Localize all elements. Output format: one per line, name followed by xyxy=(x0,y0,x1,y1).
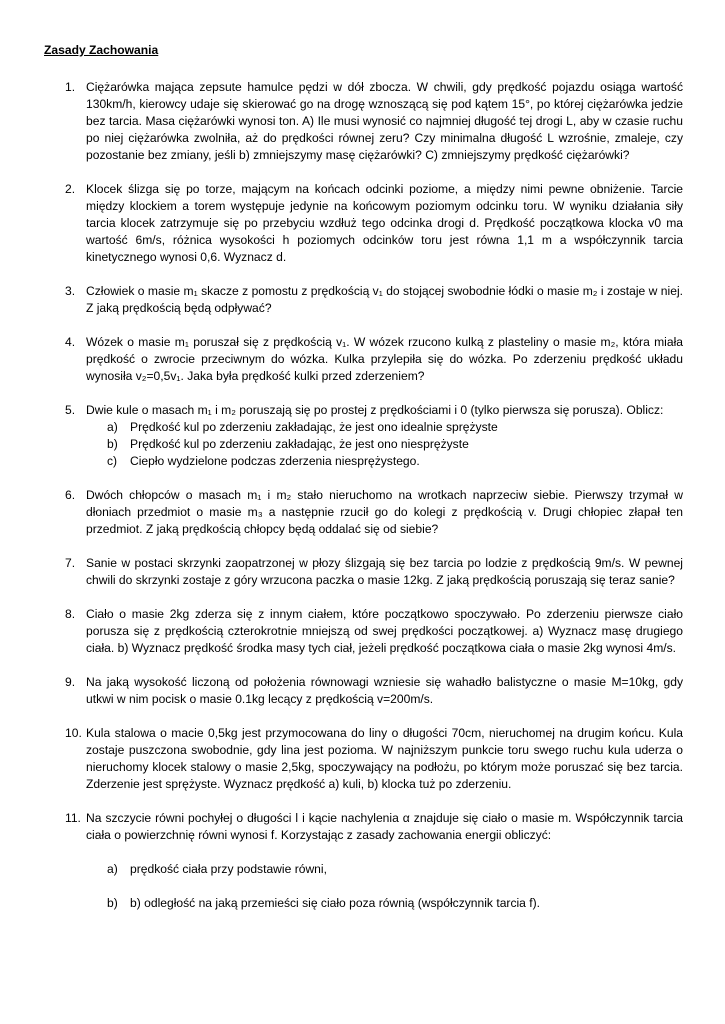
problem-text: Na jaką wysokość liczoną od położenia równowagi wzniesie się wahadło balistyczne o masie M=10kg, gdy utkwi w nim pocisk o masie 0.1kg lecący z prędkością v=200m/s. xyxy=(86,675,683,706)
problem-number: 11. xyxy=(65,811,81,825)
subquestion-letter: a) xyxy=(107,420,118,434)
subquestion-item xyxy=(107,861,683,878)
subquestion-item xyxy=(107,453,683,470)
problem-item xyxy=(44,674,683,708)
problem-item xyxy=(44,402,683,470)
problem-item xyxy=(44,487,683,538)
problem-item xyxy=(44,79,683,164)
problem-text: Klocek ślizga się po torze, mającym na końcach odcinki poziome, a między nimi pewne obniżenie. Tarcie między klockiem a torem występuje jedynie na końcowym poziomym odcinku toru. W wyniku działania siły tarcia klocek zatrzymuje się po przebyciu wzdłuż tego odcinka drogi d. Prędkość początkowa klocka v0 ma wartość 6m/s, różnica wysokości h poziomych odcinków toru jest równa 1,1 m a współczynnik tarcia kinetycznego wynosi 0,6. Wyznacz d. xyxy=(86,182,683,264)
problem-text: Wózek o masie m₁ poruszał się z prędkością v₁. W wózek rzucono kulką z plasteliny o masie m₂, która miała prędkość o zwrocie przeciwnym do wózka. Kulka przylepiła się do wózka. Po zderzeniu prędkość układu wynosiła v₂=0,5v₁. Jaka była prędkość kulki przed zderzeniem? xyxy=(86,335,683,383)
subquestion-letter: b) xyxy=(107,896,118,910)
problem-text: Ciało o masie 2kg zderza się z innym ciałem, które początkowo spoczywało. Po zderzeniu pierwsze ciało porusza się z prędkością czterokrotnie mniejszą od swej prędkości początkowej. a) Wyznacz masę drugiego ciała. b) Wyznacz prędkość środka masy tych ciał, jeżeli prędkość początkowa ciała o masie 2kg wynosi 4m/s. xyxy=(86,607,683,655)
problem-text: Dwie kule o masach m₁ i m₂ poruszają się po prostej z prędkościami i 0 (tylko pierwsza się porusza). Oblicz: xyxy=(86,403,664,417)
subquestion-item xyxy=(107,419,683,436)
problem-text: Dwóch chłopców o masach m₁ i m₂ stało nieruchomo na wrotkach naprzeciw siebie. Pierwszy trzymał w dłoniach przedmiot o masie m₃ a następnie rzucił go do kolegi z prędkością v. Drugi chłopiec złapał ten przedmiot. Z jaką prędkością chłopcy będą oddalać się od siebie? xyxy=(86,488,683,536)
problem-number: 7. xyxy=(65,556,76,570)
problem-number: 6. xyxy=(65,488,76,502)
problem-number: 4. xyxy=(65,335,76,349)
problem-item xyxy=(44,283,683,317)
problem-number: 3. xyxy=(65,284,76,298)
problem-item xyxy=(44,606,683,657)
subquestion-letter: c) xyxy=(107,454,118,468)
problem-text: Kula stalowa o macie 0,5kg jest przymocowana do liny o długości 70cm, nieruchomej na drugim końcu. Kula zostaje puszczona swobodnie, gdy lina jest pozioma. W najniższym punkcie toru swego ruchu kula uderza o nieruchomy klocek stalowy o masie 2,5kg, spoczywający na podłożu, po którym może poruszać się bez tarcia. Zderzenie jest sprężyste. Wyznacz prędkość a) kuli, b) klocka tuż po zderzeniu. xyxy=(86,726,683,791)
subquestion-letter: b) xyxy=(107,437,118,451)
subquestion-text: Prędkość kul po zderzeniu zakładając, że jest ono idealnie sprężyste xyxy=(130,420,498,434)
subquestion-item xyxy=(107,436,683,453)
problem-number: 10. xyxy=(65,726,82,740)
subquestion-letter: a) xyxy=(107,862,118,876)
subquestion-text: Ciepło wydzielone podczas zderzenia niesprężystego. xyxy=(130,454,420,468)
problem-item xyxy=(44,181,683,266)
problem-item xyxy=(44,334,683,385)
subquestion-item xyxy=(107,895,683,912)
problem-item xyxy=(44,555,683,589)
subquestion-text: prędkość ciała przy podstawie równi, xyxy=(130,862,327,876)
problem-number: 5. xyxy=(65,403,76,417)
problem-number: 8. xyxy=(65,607,76,621)
problem-number: 2. xyxy=(65,182,76,196)
subquestion-text: b) odległość na jaką przemieści się ciało poza równią (współczynnik tarcia f). xyxy=(130,896,541,910)
subquestion-list xyxy=(86,419,683,470)
problem-item xyxy=(44,725,683,793)
problem-text: Człowiek o masie m₁ skacze z pomostu z prędkością v₁ do stojącej swobodnie łódki o masie m₂ i zostaje w niej. Z jaką prędkością będą odpływać? xyxy=(86,284,683,315)
document-title: Zasady Zachowania xyxy=(44,43,159,57)
subquestion-text: Prędkość kul po zderzeniu zakładając, że jest ono niesprężyste xyxy=(130,437,469,451)
problem-list xyxy=(44,79,683,912)
problem-text: Ciężarówka mająca zepsute hamulce pędzi w dół zbocza. W chwili, gdy prędkość pojazdu osiąga wartość 130km/h, kierowcy udaje się skierować go na drogę wznoszącą się pod kątem 15°, po której ciężarówka jedzie bez tarcia. Masa ciężarówki wynosi ton. A) Ile musi wynosić co najmniej długość tej drogi L, aby w czasie ruchu po niej ciężarówka zwolniła, aż do prędkości równej zeru? Czy minimalna długość L wzrośnie, zmaleje, czy pozostanie bez zmiany, jeśli b) zmniejszymy masę ciężarówki? C) zmniejszymy prędkość ciężarówki? xyxy=(86,80,683,162)
problem-number: 1. xyxy=(65,80,76,94)
problem-text: Sanie w postaci skrzynki zaopatrzonej w płozy ślizgają się bez tarcia po lodzie z prędkością 9m/s. W pewnej chwili do skrzynki zostaje z góry wrzucona paczka o masie 12kg. Z jaką prędkością poruszają się teraz sanie? xyxy=(86,556,683,587)
problem-number: 9. xyxy=(65,675,76,689)
problem-item xyxy=(44,810,683,912)
problem-text: Na szczycie równi pochyłej o długości l i kącie nachylenia α znajduje się ciało o masie m. Współczynnik tarcia ciała o powierzchnię równi wynosi f. Korzystając z zasady zachowania energii obliczyć: xyxy=(86,811,683,842)
subquestion-list xyxy=(86,861,683,912)
